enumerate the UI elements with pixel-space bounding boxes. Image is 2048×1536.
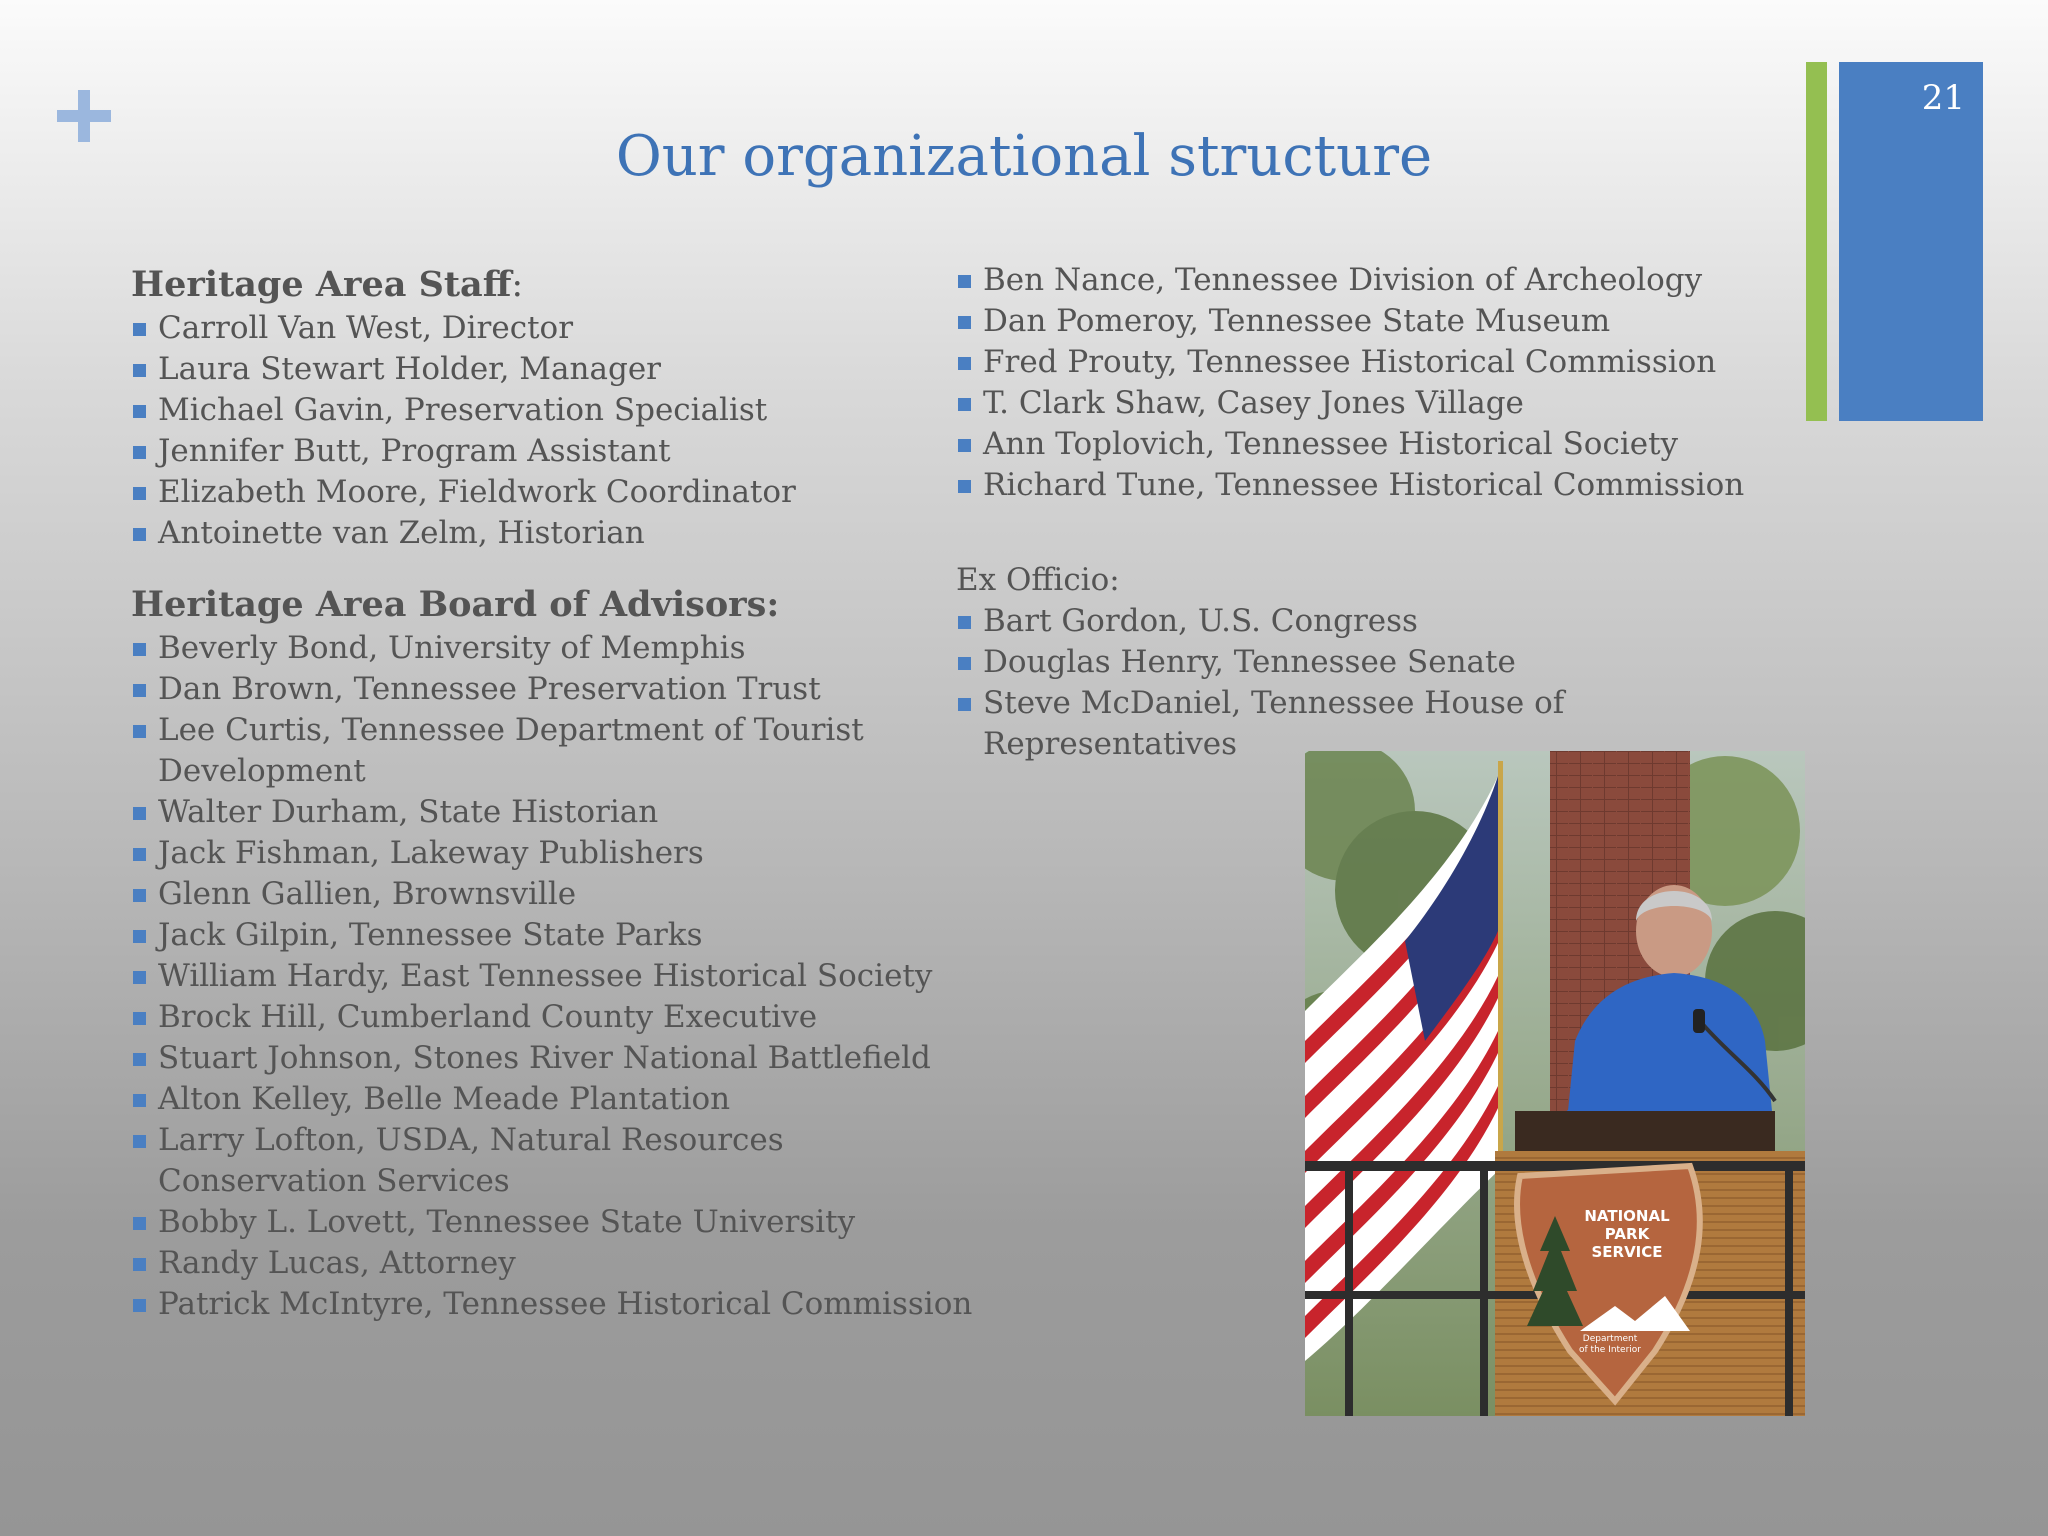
list-item: Laura Stewart Holder, Manager [131, 349, 991, 390]
sign-text-park: PARK [1604, 1225, 1650, 1243]
list-item: Jennifer Butt, Program Assistant [131, 431, 991, 472]
board-heading: Heritage Area Board of Advisors: [131, 584, 780, 625]
list-item: Alton Kelley, Belle Meade Plantation [131, 1079, 991, 1120]
list-item: Bobby L. Lovett, Tennessee State University [131, 1202, 991, 1243]
ex-officio-heading: Ex Officio: [956, 562, 1120, 598]
list-item: Brock Hill, Cumberland County Executive [131, 997, 991, 1038]
list-item: Ann Toplovich, Tennessee Historical Society [956, 424, 1796, 465]
list-item: T. Clark Shaw, Casey Jones Village [956, 383, 1796, 424]
list-item: Lee Curtis, Tennessee Department of Tourist Development [131, 710, 888, 792]
list-item: Randy Lucas, Attorney [131, 1243, 991, 1284]
staff-heading [131, 262, 991, 308]
right-column [956, 260, 1796, 765]
list-item: Douglas Henry, Tennessee Senate [956, 642, 1796, 683]
speaker-photo [1305, 751, 1805, 1416]
sign-text-department: Department [1582, 1334, 1638, 1344]
list-item: Michael Gavin, Preservation Specialist [131, 390, 991, 431]
list-item: Dan Brown, Tennessee Preservation Trust [131, 669, 991, 710]
list-item: Glenn Gallien, Brownsville [131, 874, 991, 915]
page-number: 21 [1921, 78, 1965, 118]
list-item: Ben Nance, Tennessee Division of Archeology [956, 260, 1796, 301]
list-item: William Hardy, East Tennessee Historical Society [131, 956, 991, 997]
list-item: Richard Tune, Tennessee Historical Commission [956, 465, 1796, 506]
sign-text-interior: of the Interior [1579, 1345, 1641, 1355]
staff-heading-text: Heritage Area Staff [131, 264, 512, 305]
list-item: Steve McDaniel, Tennessee House of Representatives [956, 683, 1593, 765]
list-item: Beverly Bond, University of Memphis [131, 628, 991, 669]
list-item: Jack Gilpin, Tennessee State Parks [131, 915, 991, 956]
list-item: Larry Lofton, USDA, Natural Resources Conservation Services [131, 1120, 798, 1202]
list-item: Jack Fishman, Lakeway Publishers [131, 833, 991, 874]
staff-heading-colon: : [511, 265, 524, 305]
list-item: Dan Pomeroy, Tennessee State Museum [956, 301, 1796, 342]
list-item: Elizabeth Moore, Fieldwork Coordinator [131, 472, 991, 513]
list-item: Antoinette van Zelm, Historian [131, 513, 991, 554]
accent-bar-green [1806, 62, 1827, 421]
list-item: Fred Prouty, Tennessee Historical Commission [956, 342, 1796, 383]
list-item: Walter Durham, State Historian [131, 792, 991, 833]
sign-text-service: SERVICE [1591, 1243, 1663, 1261]
list-item: Carroll Van West, Director [131, 308, 991, 349]
podium-top [1515, 1111, 1775, 1151]
sign-text-national: NATIONAL [1584, 1207, 1670, 1225]
slide-title: Our organizational structure [615, 124, 1433, 189]
list-item: Bart Gordon, U.S. Congress [956, 601, 1796, 642]
list-item: Patrick McIntyre, Tennessee Historical Commission [131, 1284, 991, 1325]
left-column [131, 262, 991, 1325]
list-item: Stuart Johnson, Stones River National Battlefield [131, 1038, 991, 1079]
